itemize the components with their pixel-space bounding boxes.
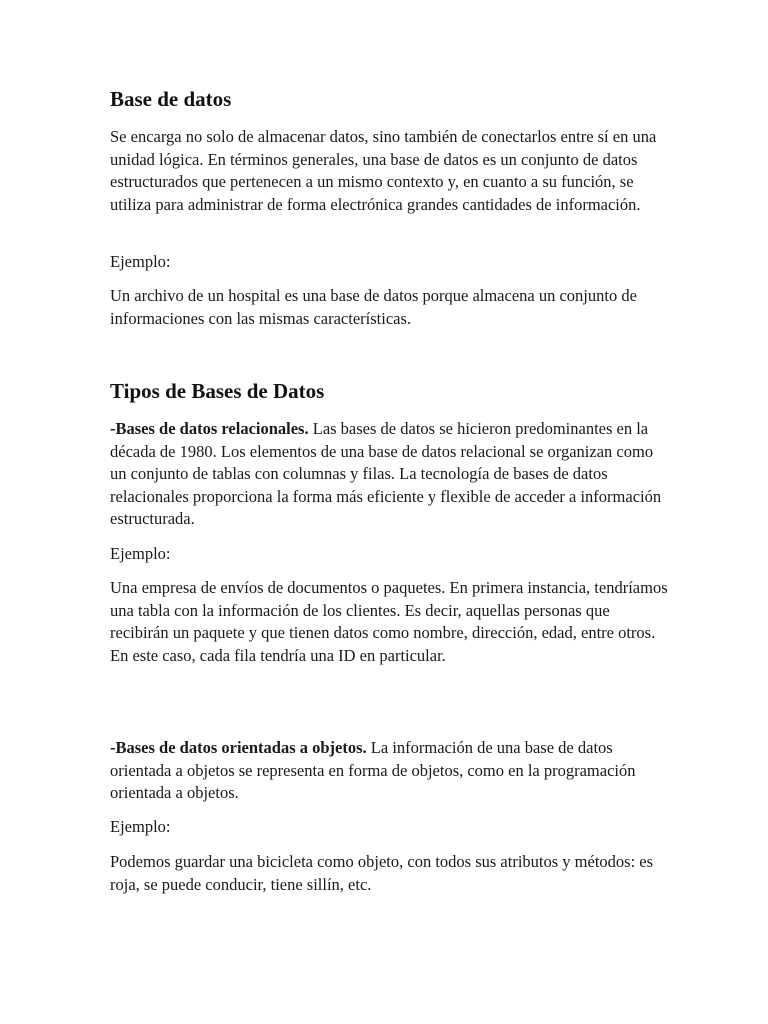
- term-object-oriented: -Bases de datos orientadas a objetos.: [110, 738, 367, 757]
- paragraph-definition: Se encarga no solo de almacenar datos, sino también de conectarlos entre sí en una unidad lógica. En términos generales, una base de datos es un conjunto de datos estructurados que pertenecen a un mismo contexto y, en cuanto a su función, se utiliza para administrar de forma electrónica grandes cantidades de información.: [110, 127, 657, 214]
- example-label-1: Ejemplo:: [110, 252, 171, 271]
- heading-tipos-de-bases: Tipos de Bases de Datos: [110, 379, 325, 403]
- paragraph-relational: [110, 418, 670, 531]
- text-relational: Las bases de datos se hicieron predominantes en la década de 1980. Los elementos de una base de datos relacional se organizan como un conjunto de tablas con columnas y filas. La tecnología de bases de datos relacionales proporciona la forma más eficiente y flexible de acceder a información estructurada.: [110, 419, 662, 529]
- example-text-3: Podemos guardar una bicicleta como objeto, con todos sus atributos y métodos: es roja, se puede conducir, tiene sillín, etc.: [110, 852, 654, 894]
- example-text-2: Una empresa de envíos de documentos o paquetes. En primera instancia, tendríamos una tabla con la información de los clientes. Es decir, aquellas personas que recibirán un paquete y que tienen datos como nombre, dirección, edad, entre otros. En este caso, cada fila tendría una ID en particular.: [110, 578, 668, 665]
- term-relational: -Bases de datos relacionales.: [110, 419, 309, 438]
- text-object-oriented: La información de una base de datos orientada a objetos se representa en forma de objetos, como en la programación orientada a objetos.: [110, 738, 636, 803]
- example-text-1: Un archivo de un hospital es una base de datos porque almacena un conjunto de informaciones con las mismas características.: [110, 286, 637, 328]
- paragraph-object-oriented: [110, 737, 670, 805]
- example-label-2: Ejemplo:: [110, 544, 171, 563]
- example-label-3: Ejemplo:: [110, 817, 171, 836]
- heading-base-de-datos: Base de datos: [110, 87, 232, 111]
